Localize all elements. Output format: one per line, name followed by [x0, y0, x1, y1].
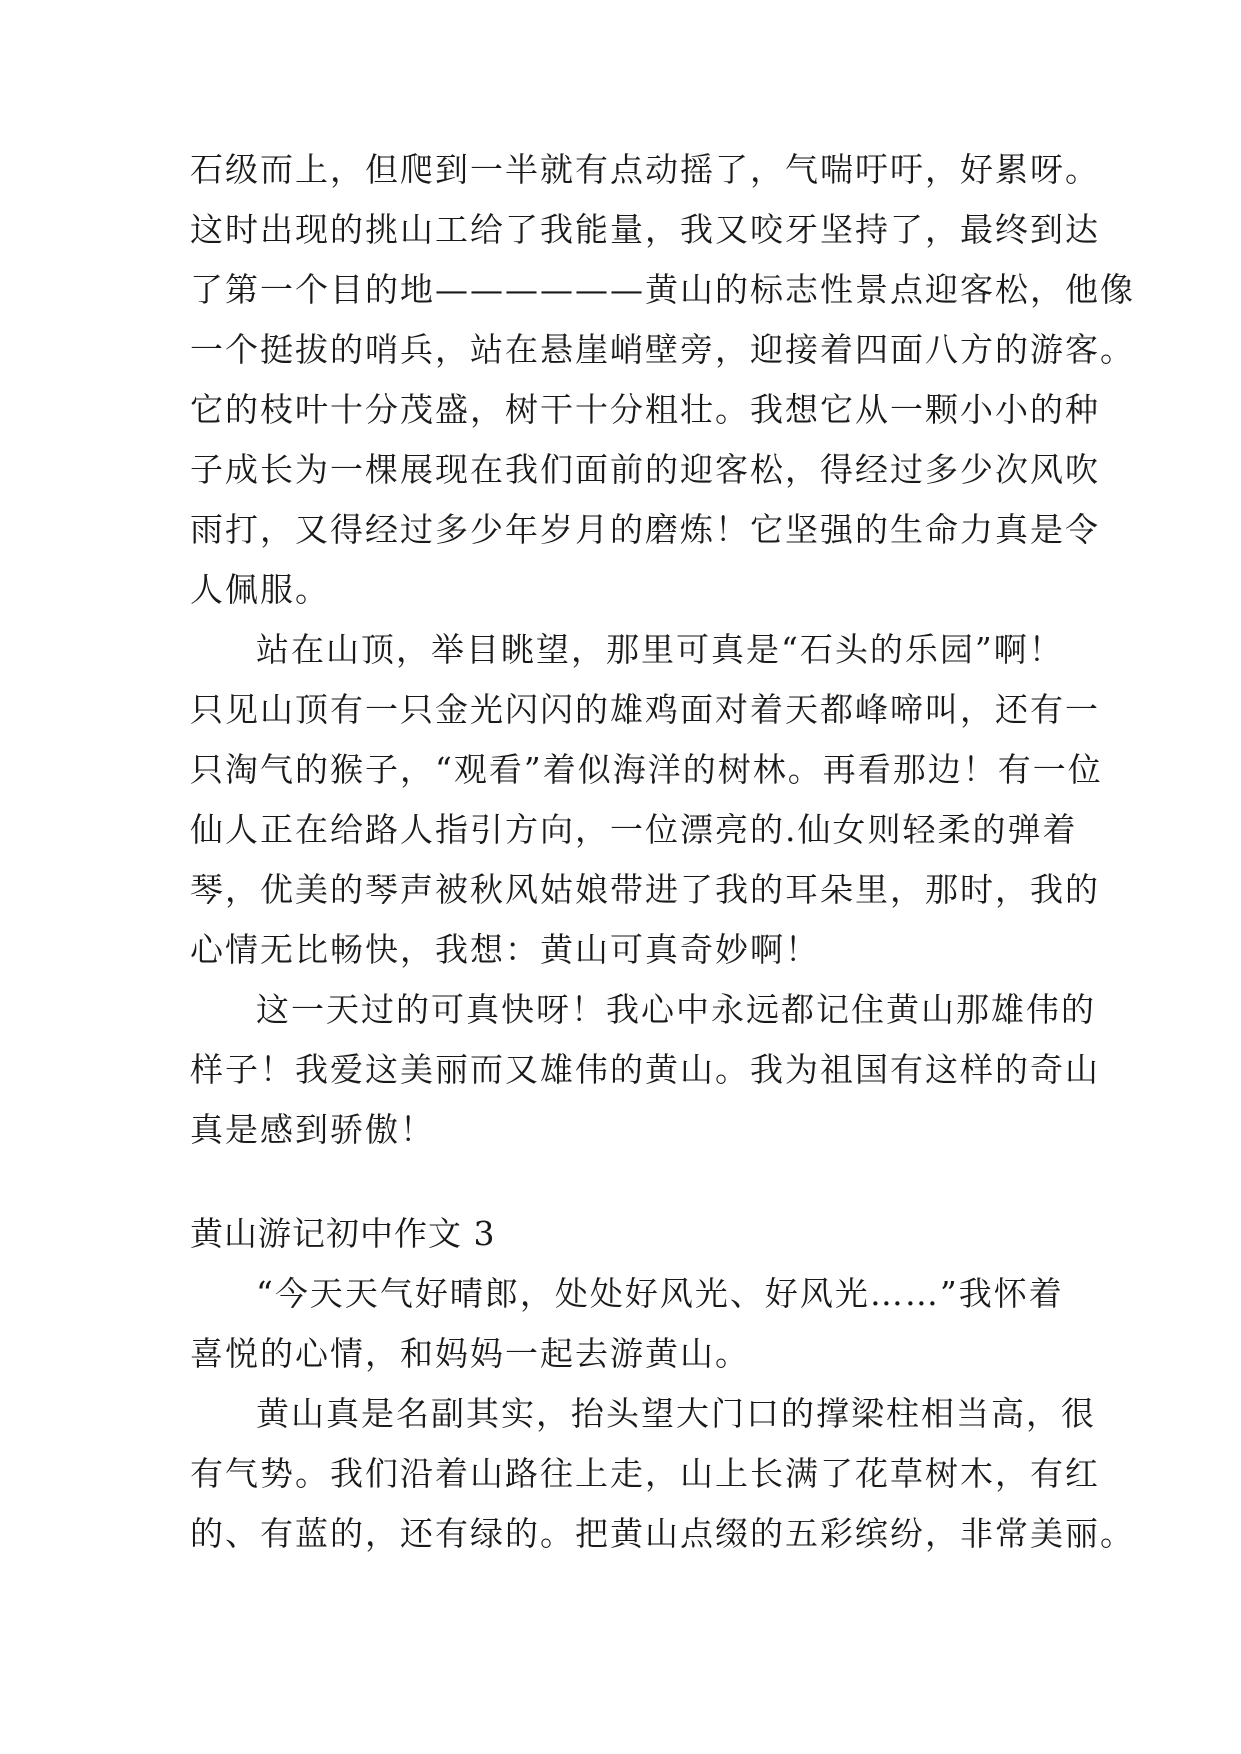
text-line: 它的枝叶十分茂盛，树干十分粗壮。我想它从一颗小小的种	[190, 390, 1100, 429]
section-heading: 黄山游记初中作文 3	[190, 1214, 496, 1253]
text-line: 心情无比畅快，我想：黄山可真奇妙啊！	[190, 930, 820, 969]
text-line: 石级而上，但爬到一半就有点动摇了，气喘吁吁，好累呀。	[190, 150, 1100, 189]
text-line: 真是感到骄傲！	[190, 1110, 435, 1149]
text-line: 的、有蓝的，还有绿的。把黄山点缀的五彩缤纷，非常美丽。	[190, 1514, 1135, 1553]
text-line: 一个挺拔的哨兵，站在悬崖峭壁旁，迎接着四面八方的游客。	[190, 330, 1135, 369]
text-line: 喜悦的心情，和妈妈一起去游黄山。	[190, 1334, 750, 1373]
text-line: 只淘气的猴子，“观看”着似海洋的树林。再看那边！有一位	[190, 750, 1103, 789]
text-line: 了第一个目的地——————黄山的标志性景点迎客松，他像	[190, 270, 1135, 309]
text-line: 仙人正在给路人指引方向，一位漂亮的.仙女则轻柔的弹着	[190, 810, 1078, 849]
text-line: 只见山顶有一只金光闪闪的雄鸡面对着天都峰啼叫，还有一	[190, 690, 1100, 729]
paragraph-start-line: 站在山顶，举目眺望，那里可真是“石头的乐园”啊！	[256, 630, 1064, 669]
text-line: 有气势。我们沿着山路往上走，山上长满了花草树木，有红	[190, 1454, 1100, 1493]
text-line: 琴，优美的琴声被秋风姑娘带进了我的耳朵里，那时，我的	[190, 870, 1100, 909]
text-line: 人佩服。	[190, 570, 330, 609]
text-line: 这时出现的挑山工给了我能量，我又咬牙坚持了，最终到达	[190, 210, 1100, 249]
text-line: 雨打，又得经过多少年岁月的磨炼！它坚强的生命力真是令	[190, 510, 1100, 549]
text-line: 子成长为一棵展现在我们面前的迎客松，得经过多少次风吹	[190, 450, 1100, 489]
text-line: 样子！我爱这美丽而又雄伟的黄山。我为祖国有这样的奇山	[190, 1050, 1100, 1089]
paragraph-start-line: 这一天过的可真快呀！我心中永远都记住黄山那雄伟的	[256, 990, 1096, 1029]
paragraph-start-line: “今天天气好晴郎，处处好风光、好风光……”我怀着	[256, 1274, 1064, 1313]
paragraph-start-line: 黄山真是名副其实，抬头望大门口的撑梁柱相当高，很	[256, 1394, 1096, 1433]
